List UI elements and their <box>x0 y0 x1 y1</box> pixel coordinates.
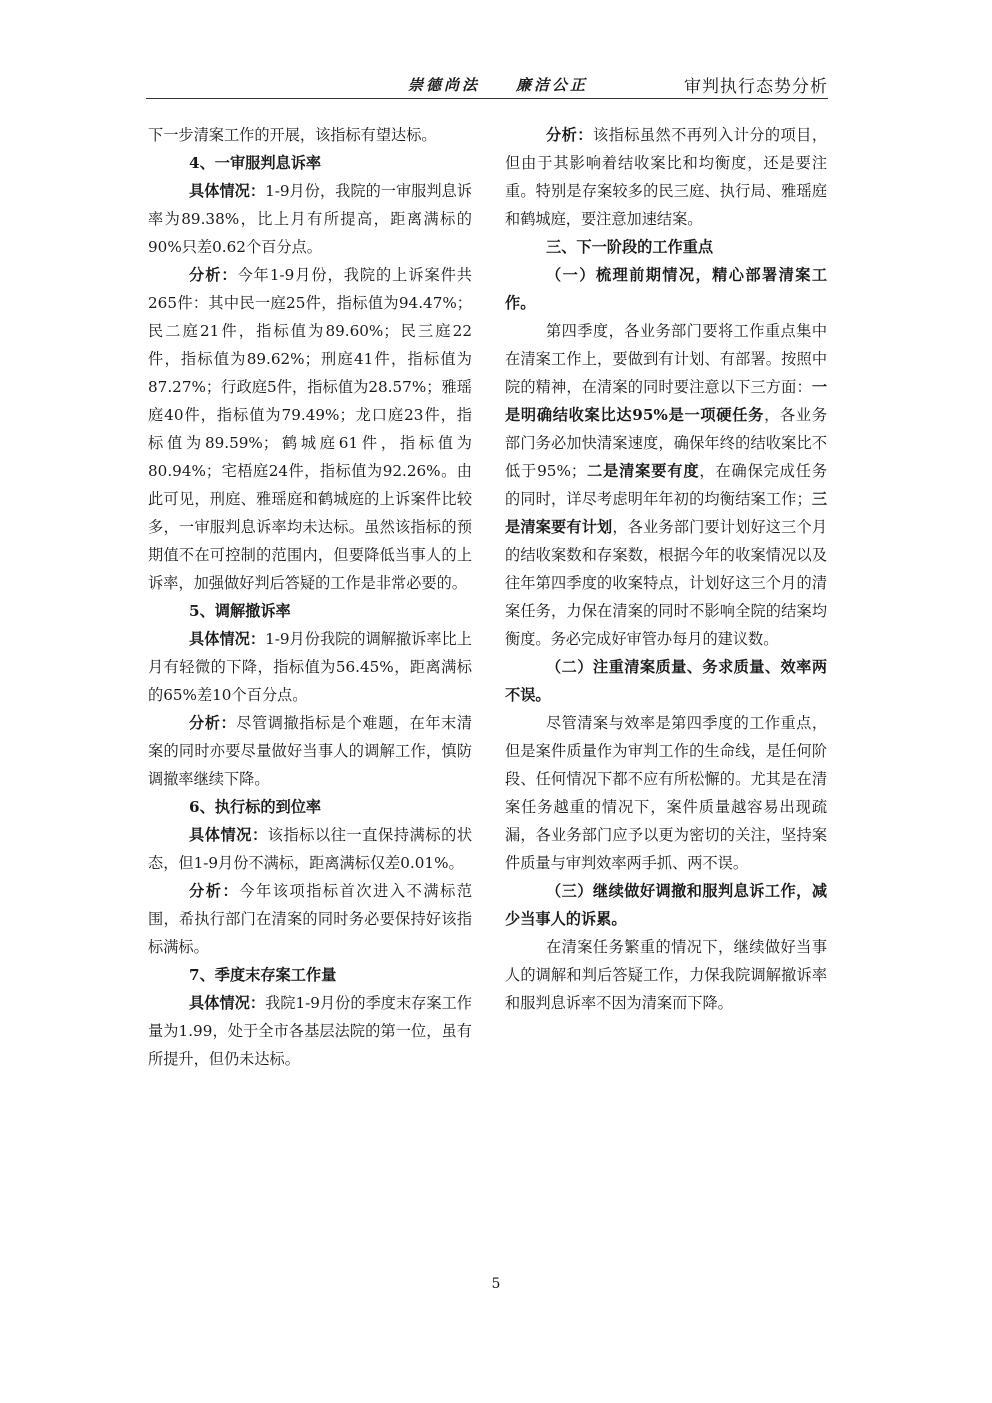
text: 今年1-9月份，我院的上诉案件共265件：其中民一庭25件，指标值为94.47%；民二庭21件，指标值为89.60%；民三庭22件，指标值为89.62%；刑庭41件，指标值为87.27%；行政庭5件，指标值为28.57%；雅瑶庭40件，指标值为79.49%；龙口庭23件，指标值为89.59%；鹤城庭61件，指标值为80.94%；宅梧庭24件，指标值为92.26%。由此可见，刑庭、雅瑶庭和鹤城庭的上诉案件比较多，一审服判息诉率均未达标。虽然该指标的预期值不在可控制的范围内，但要降低当事人的上诉率，加强做好判后答疑的工作是非常必要的。 <box>148 266 472 592</box>
label: 分析： <box>189 714 237 732</box>
header-title: 审判执行态势分析 <box>684 77 828 97</box>
motto-2: 廉洁公正 <box>516 76 589 94</box>
header-motto <box>408 74 624 95</box>
paragraph-4b <box>148 261 472 597</box>
paragraph-4a <box>148 177 472 261</box>
paragraph-6a <box>148 821 472 877</box>
left-column <box>148 121 472 1073</box>
emphasis: 三是清案要有计划 <box>505 490 828 536</box>
text: 尽管调撤指标是个难题，在年末清案的同时亦要尽量做好当事人的调解工作，慎防调撤率继续下降。 <box>148 714 473 788</box>
text: ，各业务部门务必加快清案速度，确保年终的结收案比不低于95%； <box>505 406 828 480</box>
label: 分析： <box>189 882 240 900</box>
paragraph-5b <box>148 709 472 793</box>
heading-4: 4、一审服判息诉率 <box>189 154 322 172</box>
subsection-paragraph-3: 在清案任务繁重的情况下，继续做好当事人的调解和判后答疑工作，力保我院调解撤诉率和服判息诉率不因为清案而下降。 <box>505 938 827 1012</box>
text: 我院1-9月份的季度末存案工作量为1.99，处于全市各基层法院的第一位，虽有所提升，但仍未达标。 <box>148 994 472 1068</box>
emphasis: 一是明确结收案比达95%是一项硬任务 <box>505 378 827 424</box>
emphasis: 二是清案要有度 <box>586 462 700 480</box>
label: 具体情况： <box>189 826 268 844</box>
text: 1-9月份，我院的一审服判息诉率为89.38%，比上月有所提高，距离满标的90%只差0.62个百分点。 <box>148 182 472 256</box>
subsection-heading-2: （二）注重清案质量、务求质量、效率两不误。 <box>505 658 827 704</box>
subsection-heading-1: （一）梳理前期情况，精心部署清案工作。 <box>505 266 827 312</box>
label: 分析： <box>189 266 238 284</box>
label: 分析： <box>546 126 593 144</box>
text: 今年该项指标首次进入不满标范围，希执行部门在清案的同时务必要保持好该指标满标。 <box>148 882 473 956</box>
paragraph-analysis <box>505 121 827 233</box>
text: ，在确保完成任务的同时，详尽考虑明年年初的均衡结案工作； <box>505 462 828 508</box>
text: ，各业务部门要计划好这三个月的结收案数和存案数，根据今年的收案情况以及往年第四季度的收案特点，计划好这三个月的清案任务，力保在清案的同时不影响全院的结案均衡度。务必完成好审管办每月的建议数。 <box>505 518 828 648</box>
section-heading-3: 三、下一阶段的工作重点 <box>546 238 714 256</box>
subsection-heading-3: （三）继续做好调撤和服判息诉工作，减少当事人的诉累。 <box>505 882 827 928</box>
subsection-paragraph-2: 尽管清案与效率是第四季度的工作重点，但是案件质量作为审判工作的生命线，是任何阶段、任何情况下都不应有所松懈的。尤其是在清案任务越重的情况下，案件质量越容易出现疏漏，各业务部门应予以更为密切的关注，坚持案件质量与审判效率两手抓、两不误。 <box>505 714 827 872</box>
text: 第四季度，各业务部门要将工作重点集中在清案工作上，要做到有计划、有部署。按照中院的精神，在清案的同时要注意以下三方面： <box>505 322 827 396</box>
paragraph-7a <box>148 989 472 1073</box>
header-rule <box>146 98 828 99</box>
text: 该指标虽然不再列入计分的项目，但由于其影响着结收案比和均衡度，还是要注重。特别是存案较多的民三庭、执行局、雅瑶庭和鹤城庭，要注意加速结案。 <box>505 126 828 228</box>
paragraph-5a <box>148 625 472 709</box>
heading-7: 7、季度末存案工作量 <box>189 966 337 984</box>
label: 具体情况： <box>189 182 266 200</box>
heading-5: 5、调解撤诉率 <box>189 602 291 620</box>
label: 具体情况： <box>189 994 266 1012</box>
motto-1: 崇德尚法 <box>408 76 481 94</box>
subsection-paragraph-1 <box>505 317 827 653</box>
label: 具体情况： <box>189 630 266 648</box>
heading-6: 6、执行标的到位率 <box>189 798 322 816</box>
text: 该指标以往一直保持满标的状态，但1-9月份不满标，距离满标仅差0.01%。 <box>148 826 473 872</box>
paragraph-continued: 下一步清案工作的开展，该指标有望达标。 <box>148 126 437 144</box>
right-column <box>505 121 827 1017</box>
page-header <box>146 72 828 96</box>
text: 1-9月份我院的调解撤诉率比上月有轻微的下降，指标值为56.45%，距离满标的65%差10个百分点。 <box>148 630 472 704</box>
paragraph-6b <box>148 877 472 961</box>
page-number: 5 <box>491 1276 501 1292</box>
